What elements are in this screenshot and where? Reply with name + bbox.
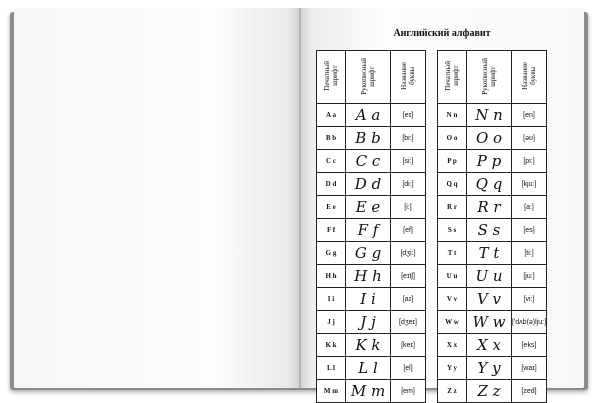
letter-name: [keɪ] — [391, 334, 426, 357]
table-row — [317, 196, 426, 219]
table-row — [317, 173, 426, 196]
table-row — [317, 242, 426, 265]
table-row — [317, 104, 426, 127]
handwritten-letter: K k — [346, 334, 391, 357]
handwritten-letter: I i — [346, 288, 391, 311]
handwritten-letter: M m — [346, 380, 391, 403]
printed-letter: F f — [317, 219, 346, 242]
header-printed: Печатный шрифт — [317, 51, 346, 104]
letter-name: [ef] — [391, 219, 426, 242]
letter-name: [bi:] — [391, 127, 426, 150]
printed-letter: R r — [438, 196, 467, 219]
handwritten-letter: R r — [467, 196, 512, 219]
letter-name: [en] — [512, 104, 547, 127]
printed-letter: E e — [317, 196, 346, 219]
handwritten-letter: W w — [467, 311, 512, 334]
header-printed: Печатный шрифт — [438, 51, 467, 104]
table-row — [317, 219, 426, 242]
letter-name: [ti:] — [512, 242, 547, 265]
handwritten-letter: V v — [467, 288, 512, 311]
printed-letter: Q q — [438, 173, 467, 196]
letter-name: [waɪ] — [512, 357, 547, 380]
handwritten-letter: H h — [346, 265, 391, 288]
handwritten-letter: D d — [346, 173, 391, 196]
letter-name: [eɪ] — [391, 104, 426, 127]
printed-letter: D d — [317, 173, 346, 196]
letter-name: [dʒeɪ] — [391, 311, 426, 334]
letter-name: [el] — [391, 357, 426, 380]
header-handwritten: Рукописный шрифт — [346, 51, 391, 104]
handwritten-letter: B b — [346, 127, 391, 150]
alphabet-table-left — [316, 50, 426, 403]
letter-name: [əʊ] — [512, 127, 547, 150]
printed-letter: O o — [438, 127, 467, 150]
table-row — [317, 265, 426, 288]
printed-letter: P p — [438, 150, 467, 173]
handwritten-letter: O o — [467, 127, 512, 150]
handwritten-letter: E e — [346, 196, 391, 219]
printed-letter: K k — [317, 334, 346, 357]
letter-name: [di:] — [391, 173, 426, 196]
table-row — [317, 380, 426, 403]
letter-name: [si:] — [391, 150, 426, 173]
handwritten-letter: J j — [346, 311, 391, 334]
letter-name: [aɪ] — [391, 288, 426, 311]
handwritten-letter: T t — [467, 242, 512, 265]
printed-letter: J j — [317, 311, 346, 334]
handwritten-letter: F f — [346, 219, 391, 242]
table-row — [438, 104, 547, 127]
table-row — [438, 288, 547, 311]
handwritten-letter: Y y — [467, 357, 512, 380]
printed-letter: U u — [438, 265, 467, 288]
table-row — [317, 311, 426, 334]
letter-name: [es] — [512, 219, 547, 242]
table-row — [438, 357, 547, 380]
handwritten-letter: G g — [346, 242, 391, 265]
header-letter-name: Название буквы — [391, 51, 426, 104]
letter-name: [vi:] — [512, 288, 547, 311]
handwritten-letter: N n — [467, 104, 512, 127]
table-row — [317, 288, 426, 311]
handwritten-letter: A a — [346, 104, 391, 127]
table-row — [438, 173, 547, 196]
printed-letter: L l — [317, 357, 346, 380]
letter-name: [eɪtʃ] — [391, 265, 426, 288]
table-row — [438, 242, 547, 265]
letter-name: [eks] — [512, 334, 547, 357]
notebook-spine — [299, 8, 301, 388]
handwritten-letter: X x — [467, 334, 512, 357]
handwritten-letter: U u — [467, 265, 512, 288]
letter-name: [dʒi:] — [391, 242, 426, 265]
printed-letter: W w — [438, 311, 467, 334]
handwritten-letter: P p — [467, 150, 512, 173]
printed-letter: Y y — [438, 357, 467, 380]
printed-letter: V v — [438, 288, 467, 311]
printed-letter: S s — [438, 219, 467, 242]
printed-letter: G g — [317, 242, 346, 265]
letter-name: [i:] — [391, 196, 426, 219]
handwritten-letter: S s — [467, 219, 512, 242]
handwritten-letter: Q q — [467, 173, 512, 196]
page-title: Английский алфавит — [393, 28, 491, 39]
table-row — [438, 150, 547, 173]
table-row — [438, 334, 547, 357]
printed-letter: X x — [438, 334, 467, 357]
table-row — [438, 219, 547, 242]
printed-letter: Z z — [438, 380, 467, 403]
printed-letter: C c — [317, 150, 346, 173]
letter-name: [kju:] — [512, 173, 547, 196]
printed-letter: T t — [438, 242, 467, 265]
printed-letter: N n — [438, 104, 467, 127]
handwritten-letter: Z z — [467, 380, 512, 403]
left-page — [14, 8, 300, 388]
handwritten-letter: L l — [346, 357, 391, 380]
table-row — [317, 150, 426, 173]
printed-letter: I i — [317, 288, 346, 311]
letter-name: [em] — [391, 380, 426, 403]
table-row — [317, 334, 426, 357]
table-row — [438, 380, 547, 403]
table-row — [438, 196, 547, 219]
handwritten-letter: C c — [346, 150, 391, 173]
letter-name: [zed] — [512, 380, 547, 403]
letter-name: [a:] — [512, 196, 547, 219]
alphabet-table-right — [437, 50, 547, 403]
table-row — [438, 265, 547, 288]
letter-name: [ju:] — [512, 265, 547, 288]
table-row — [438, 127, 547, 150]
table-row — [317, 127, 426, 150]
table-row — [317, 357, 426, 380]
letter-name: ['dʌb(ə)lju:] — [512, 311, 547, 334]
printed-letter: M m — [317, 380, 346, 403]
printed-letter: B b — [317, 127, 346, 150]
printed-letter: H h — [317, 265, 346, 288]
table-row — [438, 311, 547, 334]
letter-name: [pi:] — [512, 150, 547, 173]
printed-letter: A a — [317, 104, 346, 127]
header-letter-name: Название буквы — [512, 51, 547, 104]
header-handwritten: Рукописный шрифт — [467, 51, 512, 104]
